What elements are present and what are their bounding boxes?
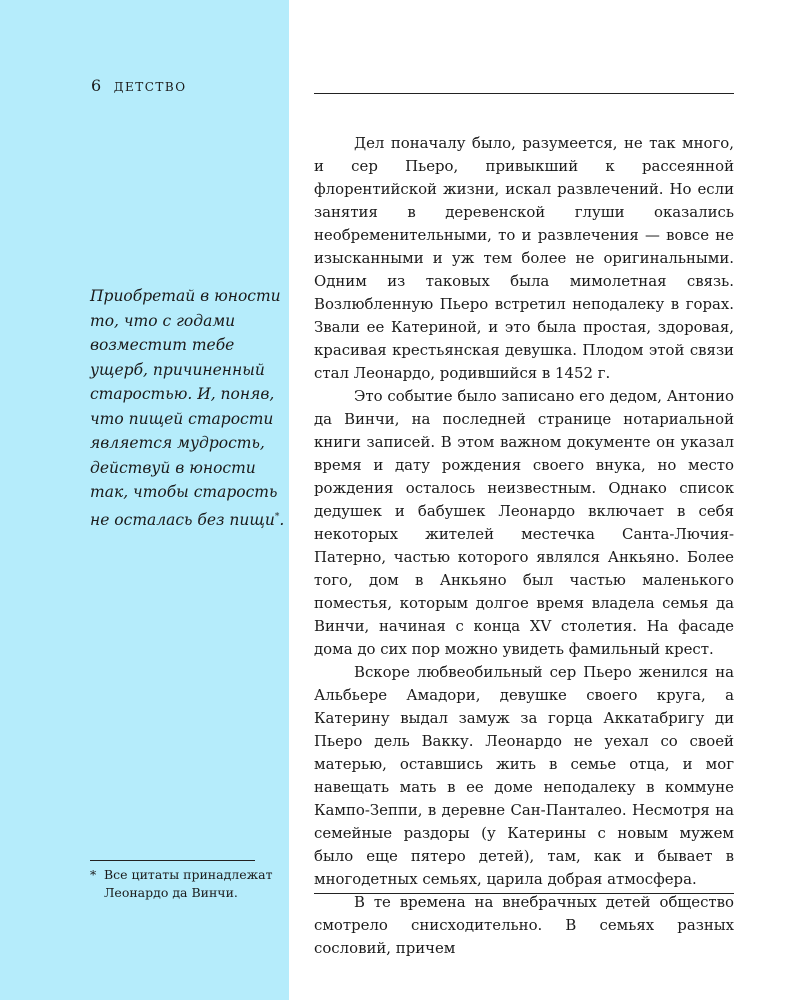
header-rule xyxy=(314,93,734,94)
sidebar-quote: Приобретай в юности то, что с годами возместит тебе ущерб, причиненный старостью. И, поняв, что пищей старости является мудрость, действуй в юности так, чтобы старость не осталась без пищи*. xyxy=(90,287,285,529)
footer-rule xyxy=(314,893,734,894)
paragraph: Вскоре любвеобильный сер Пьеро женился на Альбьере Амадори, девушке своего круга, а Катерину выдал замуж за горца Аккатабригу ди Пьеро дель Вакку. Леонардо не уехал со своей матерью, оставшись жить в семье отца, и мог навещать мать в ее доме неподалеку в коммуне Кампо-Зеппи, в деревне Сан-Панталео. Несмотря на семейные раздоры (у Катерины с новым мужем было еще пятеро детей), там, как и бывает в многодетных семьях, царила добрая атмосфера. xyxy=(314,663,734,888)
footnote xyxy=(90,866,285,902)
paragraph: В те времена на внебрачных детей общество смотрело снисходительно. В семьях разных сословий, причем xyxy=(314,893,734,957)
quote-footnote-marker: * xyxy=(274,511,280,522)
quote-text: Приобретай в юности то, что с годами возместит тебе ущерб, причиненный старостью. И, поняв, что пищей старости является мудрость, действуй в юности так, чтобы старость не осталась без пищи xyxy=(90,287,281,529)
footnote-rule xyxy=(90,860,255,861)
footnote-line-1: Все цитаты принадлежат xyxy=(104,867,273,882)
running-head xyxy=(91,76,187,97)
body-text xyxy=(314,132,734,960)
section-title: ДЕТСТВО xyxy=(113,80,187,94)
footnote-line-2: Леонардо да Винчи. xyxy=(104,885,238,900)
page-number: 6 xyxy=(91,76,102,95)
paragraph: Дел поначалу было, разумеется, не так много, и сер Пьеро, привыкший к рассеянной флорентийской жизни, искал развлечений. Но если занятия в деревенской глуши оказались необременительными, то и развлечения — вовсе не изысканными и уж тем более не оригинальными. Одним из таковых была мимолетная связь. Возлюбленную Пьеро встретил неподалеку в горах. Звали ее Катериной, и это была простая, здоровая, красивая крестьянская девушка. Плодом этой связи стал Леонардо, родившийся в 1452 г. xyxy=(314,134,734,382)
paragraph: Это событие было записано его дедом, Антонио да Винчи, на последней странице нотариальной книги записей. В этом важном документе он указал время и дату рождения своего внука, но место рождения осталось неизвестным. Однако список дедушек и бабушек Леонардо включает в себя некоторых жителей местечка Санта-Лючия-Патерно, частью которого являлся Анкьяно. Более того, дом в Анкьяно был частью маленького поместья, которым долгое время владела семья да Винчи, начиная с конца XV столетия. На фасаде дома до сих пор можно увидеть фамильный крест. xyxy=(314,387,734,658)
footnote-marker: * xyxy=(90,867,97,882)
